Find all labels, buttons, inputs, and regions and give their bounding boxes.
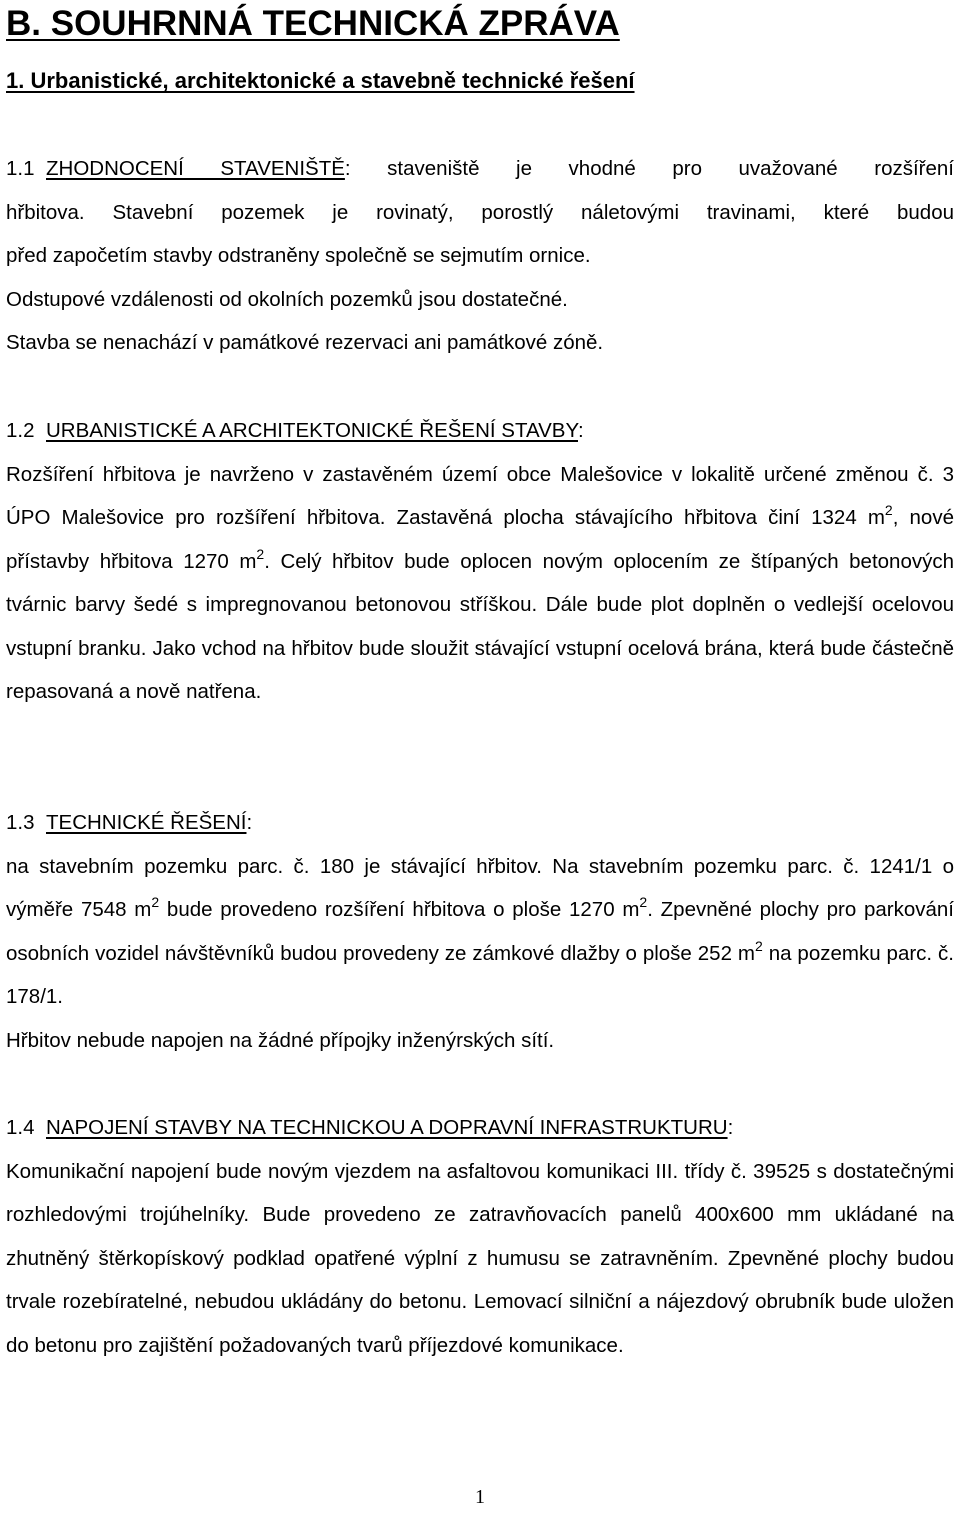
paragraph-text: na pozemku parc. č. 178/1. [6,941,954,1008]
section-paragraph [6,453,954,714]
superscript: 2 [256,545,265,562]
section-heading-line [6,1106,954,1150]
section-text-line: Stavba se nenachází v památkové rezervaci ani památkové zóně. [6,331,604,354]
section-paragraph [6,845,954,1019]
superscript: 2 [639,894,648,910]
section-text-line: hřbitova. Stavební pozemek je rovinatý, porostlý náletovými travinami, které budou [6,200,954,224]
section-heading-line [6,409,954,453]
section-heading: NAPOJENÍ STAVBY NA TECHNICKOU A DOPRAVNÍ INFRASTRUKTURU [46,1116,728,1139]
section-1-2 [6,409,954,714]
paragraph-text: bude provedeno rozšíření hřbitova o ploše 1270 m [159,898,640,921]
page-number: 1 [475,1486,485,1508]
section-heading-colon: : [578,419,584,442]
paragraph-text: , nové přístavby hřbitova 1270 m [6,506,954,573]
section-text-line: Hřbitov nebude napojen na žádné přípojky inženýrských sítí. [6,1028,555,1052]
paragraph-text: . Celý hřbitov bude oplocen novým oplocením ze štípaných betonových tvárnic barvy šedé s impregnovanou betonovou stříškou. Dále bude plot doplněn o vedlejší ocelovou vstupní branku. Jako vchod na hřbitov bude sloužit stávající vstupní ocelová brána, která bude částečně repasovaná a nově natřena. [6,549,954,703]
section-1-3 [6,801,954,1062]
section-number: 1.2 [6,419,35,442]
superscript: 2 [884,502,893,518]
section-heading-colon: : [727,1116,734,1139]
superscript: 2 [754,937,763,954]
section-1-1-first-line [6,147,954,191]
paragraph-text: na stavebním pozemku parc. č. 180 je stávající hřbitov. Na stavebním pozemku parc. č. 1241/1 o výměře 7548 m [6,854,954,921]
section-heading: TECHNICKÉ ŘEŠENÍ [46,811,247,834]
section-heading: URBANISTICKÉ A ARCHITEKTONICKÉ ŘEŠENÍ STAVBY [46,419,578,442]
section-heading-colon: : [246,811,253,834]
document-title: B. SOUHRNNÁ TECHNICKÁ ZPRÁVA [6,4,620,43]
section-heading: ZHODNOCENÍ STAVENIŠTĚ [46,157,345,180]
section-1-1 [6,147,954,365]
section-number: 1.3 [6,811,35,834]
section-number: 1.1 [6,157,35,180]
section-text-line: Odstupové vzdálenosti od okolních pozemků jsou dostatečné. [6,287,568,311]
section-number: 1.4 [6,1116,35,1139]
section-1-4 [6,1106,954,1367]
section-paragraph: Komunikační napojení bude novým vjezdem na asfaltovou komunikaci III. třídy č. 39525 s dostatečnými rozhledovými trojúhelníky. Bude provedeno ze zatravňovacích panelů 400x600 mm ukládané na zhutněný štěrkopískový podklad opatřené výplní z humusu se zatravněním. Zpevněné plochy budou trvale rozebíratelné, nebudou ukládány do betonu. Lemovací silniční a nájezdový obrubník bude uložen do betonu pro zajištění požadovaných tvarů příjezdové komunikace. [6,1159,954,1357]
chapter-heading: 1. Urbanistické, architektonické a stavebně technické řešení [6,68,635,93]
section-heading-colon: : [344,157,351,180]
section-text: staveniště je vhodné pro uvažované rozšíření [350,157,954,180]
superscript: 2 [151,894,160,910]
section-heading-line [6,801,954,845]
paragraph-text: Rozšíření hřbitova je navrženo v zastavěném území obce Malešovice v lokalitě určené změnou č. 3 ÚPO Malešovice pro rozšíření hřbitova. Zastavěná plocha stávajícího hřbitova činí 1324 m [6,462,954,529]
section-text-line: před započetím stavby odstraněny společně se sejmutím ornice. [6,244,591,267]
paragraph-text: . Zpevněné plochy pro parkování osobních vozidel návštěvníků budou provedeny ze zámkové dlažby o ploše 252 m [6,898,954,965]
